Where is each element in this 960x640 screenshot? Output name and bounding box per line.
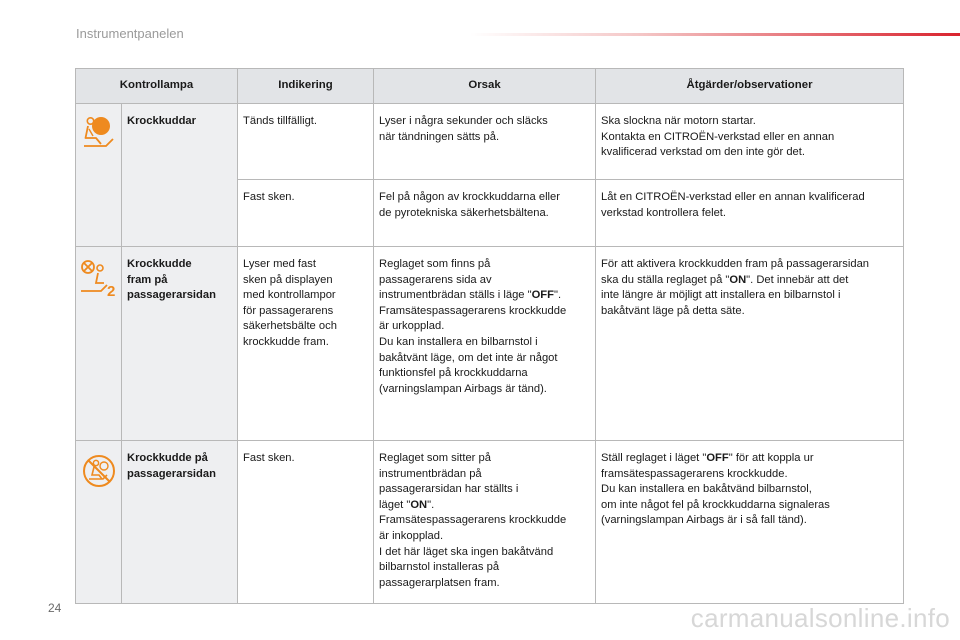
table-row: [76, 441, 904, 604]
keyword-on: ON: [729, 273, 747, 286]
column-header-atgarder: Åtgärder/observationer: [596, 69, 904, 104]
atgarder-cell: Ställ reglaget i läget "OFF" för att koppla ur framsätespassagerarens krockkudde. Du kan installera en bakåtvänd bilbarnstol, om inte något fel på krockkuddarna signaleras (varningslampan Airbags är i så fall tänd).: [596, 441, 904, 604]
atgarder-cell: Ska slockna när motorn startar. Kontakta en CITROËN-verkstad eller en annan kvalificerad verkstad om den inte gör det.: [596, 104, 904, 180]
atgarder-cell: För att aktivera krockkudden fram på passagerarsidan ska du ställa reglaget på "ON". Det innebär att det inte längre är möjligt att installera en bilbarnstol i bakåtvänt läge på detta säte.: [596, 247, 904, 441]
keyword-off: OFF: [531, 289, 554, 302]
column-header-orsak: Orsak: [374, 69, 596, 104]
table-header-row: [76, 69, 904, 104]
lamp-name: Krockkudde fram på passagerarsidan: [122, 247, 238, 441]
indikering-cell: Fast sken.: [238, 180, 374, 247]
passenger-airbag-off-icon: [79, 259, 119, 305]
icon-cell: [76, 247, 122, 441]
table-row: [76, 247, 904, 441]
lamp-name: Krockkudde på passagerarsidan: [122, 441, 238, 604]
keyword-off: OFF: [706, 452, 729, 464]
indikering-cell: Lyser med fast sken på displayen med kontrollampor för passagerarens säkerhetsbälte och krockkudde fram.: [238, 247, 374, 441]
icon-cell: [76, 441, 122, 604]
orsak-cell: Lyser i några sekunder och släcks när tändningen sätts på.: [374, 104, 596, 180]
orsak-cell: Fel på någon av krockkuddarna eller de pyrotekniska säkerhetsbältena.: [374, 180, 596, 247]
passenger-airbag-disabled-icon: [81, 453, 117, 495]
header-accent-rule: [470, 33, 960, 36]
keyword-on: ON: [410, 498, 428, 511]
column-header-indikering: Indikering: [238, 69, 374, 104]
orsak-cell: Reglaget som sitter på instrumentbrädan på passagerarsidan har ställts i läget "ON". Framsätespassagerarens krockkudde är inkopplad. I det här läget ska ingen bakåtvänd bilbarnstol installeras på passagerarplatsen fram.: [374, 441, 596, 604]
warning-lamps-table: [75, 68, 904, 604]
table-row: [76, 104, 904, 180]
lamp-name: Krockkuddar: [122, 104, 238, 247]
airbag-warning-icon: [82, 116, 116, 156]
section-title: Instrumentpanelen: [76, 26, 184, 41]
indikering-cell: Fast sken.: [238, 441, 374, 604]
column-header-kontrollampa: Kontrollampa: [76, 69, 238, 104]
orsak-cell: Reglaget som finns på passagerarens sida av instrumentbrädan ställs i läge "OFF". Framsätespassagerarens krockkudde är urkopplad. Du kan installera en bilbarnstol i bakåtvänt läge, om det inte är något funktionsfel på krockkuddarna (varningslampan Airbags är tänd).: [374, 247, 596, 441]
icon-cell: [76, 104, 122, 247]
svg-text:2: 2: [106, 283, 115, 299]
page-number: 24: [48, 601, 62, 615]
watermark: carmanualsonline.info: [690, 603, 950, 633]
indikering-cell: Tänds tillfälligt.: [238, 104, 374, 180]
atgarder-cell: Låt en CITROËN-verkstad eller en annan kvalificerad verkstad kontrollera felet.: [596, 180, 904, 247]
